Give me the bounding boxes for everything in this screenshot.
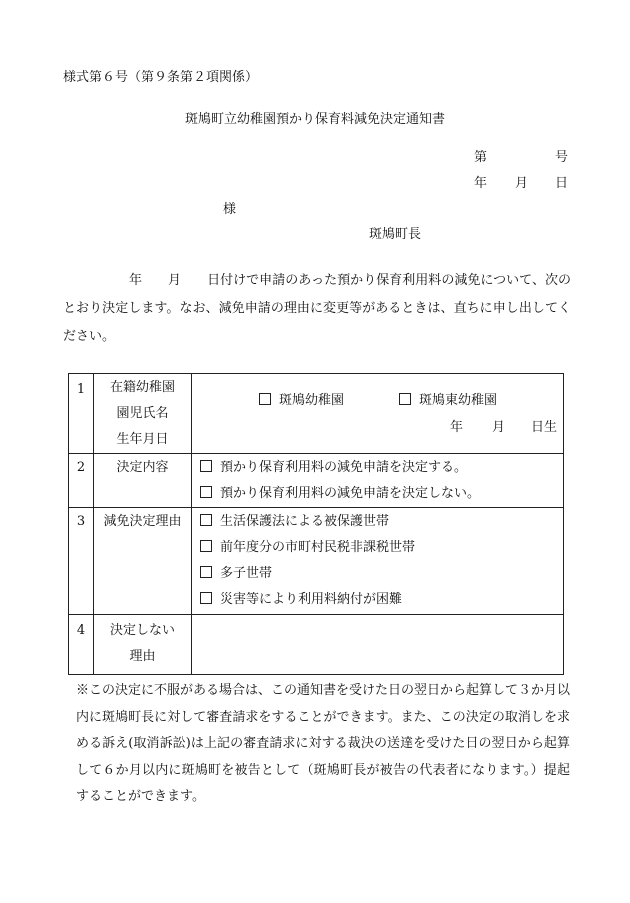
row-content	[192, 508, 564, 615]
checkbox[interactable]	[200, 486, 212, 498]
reason-option-tax-exempt[interactable]: 前年度分の市町村民税非課税世帯	[200, 535, 563, 561]
body-paragraph	[63, 267, 571, 351]
table-row	[69, 508, 564, 615]
body-year: 年	[129, 273, 143, 288]
row-label: 減免決定理由	[94, 508, 192, 615]
decision-option-reject[interactable]: 預かり保育利用料の減免申請を決定しない。	[200, 481, 563, 507]
row-label: 決定しない 理由	[94, 615, 192, 675]
form-number: 様式第６号（第９条第２項関係）	[63, 70, 259, 85]
row-number: 4	[69, 615, 94, 675]
table-row	[69, 374, 564, 454]
school-option-ikaruga[interactable]: 斑鳩幼稚園	[259, 389, 344, 408]
checkbox[interactable]	[200, 540, 212, 552]
reason-field[interactable]	[192, 615, 564, 675]
body-text: 日付けで申請のあった預かり保育利用料の減免について、次のとおり決定します。なお、減免申請の理由に変更等があるときは、直ちに申し出してください。	[63, 273, 571, 344]
date-year: 年	[474, 176, 488, 191]
date-day: 日	[555, 176, 569, 191]
row-label: 決定内容	[94, 454, 192, 508]
row-content	[192, 454, 564, 508]
checkbox[interactable]	[200, 460, 212, 472]
appeal-note: ※この決定に不服がある場合は、この通知書を受けた日の翌日から起算して３か月以内に斑鳩町長に対して審査請求をすることができます。また、この決定の取消しを求める訴え(取消訴訟)は上記の審査請求に対する裁決の送達を受けた日の翌日から起算して６か月以内に斑鳩町を被告として（斑鳩町長が被告の代表者になります。）提起することができます。	[76, 683, 571, 804]
birth-day: 日生	[531, 420, 558, 435]
checkbox[interactable]	[200, 566, 212, 578]
date-month: 月	[515, 176, 529, 191]
row-label: 在籍幼稚園 園児氏名 生年月日	[94, 374, 192, 454]
decision-option-approve[interactable]: 預かり保育利用料の減免申請を決定する。	[200, 455, 563, 481]
row-number: 1	[69, 374, 94, 454]
issuer: 斑鳩町長	[369, 227, 422, 242]
doc-number-prefix: 第	[474, 150, 488, 165]
school-option-ikaruga-higashi[interactable]: 斑鳩東幼稚園	[399, 389, 497, 408]
decision-table	[68, 373, 564, 675]
recipient-suffix: 様	[223, 202, 237, 217]
row-content	[192, 374, 564, 454]
birth-month: 月	[492, 420, 506, 435]
table-row	[69, 615, 564, 675]
row-number: 2	[69, 454, 94, 508]
document-title: 斑鳩町立幼稚園預かり保育料減免決定通知書	[184, 112, 445, 127]
reason-option-multi-child[interactable]: 多子世帯	[200, 561, 563, 587]
row-number: 3	[69, 508, 94, 615]
table-row	[69, 454, 564, 508]
checkbox[interactable]	[399, 393, 411, 405]
checkbox[interactable]	[200, 592, 212, 604]
body-month: 月	[168, 273, 182, 288]
reason-option-disaster[interactable]: 災害等により利用料納付が困難	[200, 587, 563, 613]
birth-year: 年	[450, 420, 464, 435]
reason-option-welfare[interactable]: 生活保護法による被保護世帯	[200, 509, 563, 535]
checkbox[interactable]	[259, 393, 271, 405]
checkbox[interactable]	[200, 514, 212, 526]
doc-number-suffix: 号	[555, 150, 569, 165]
